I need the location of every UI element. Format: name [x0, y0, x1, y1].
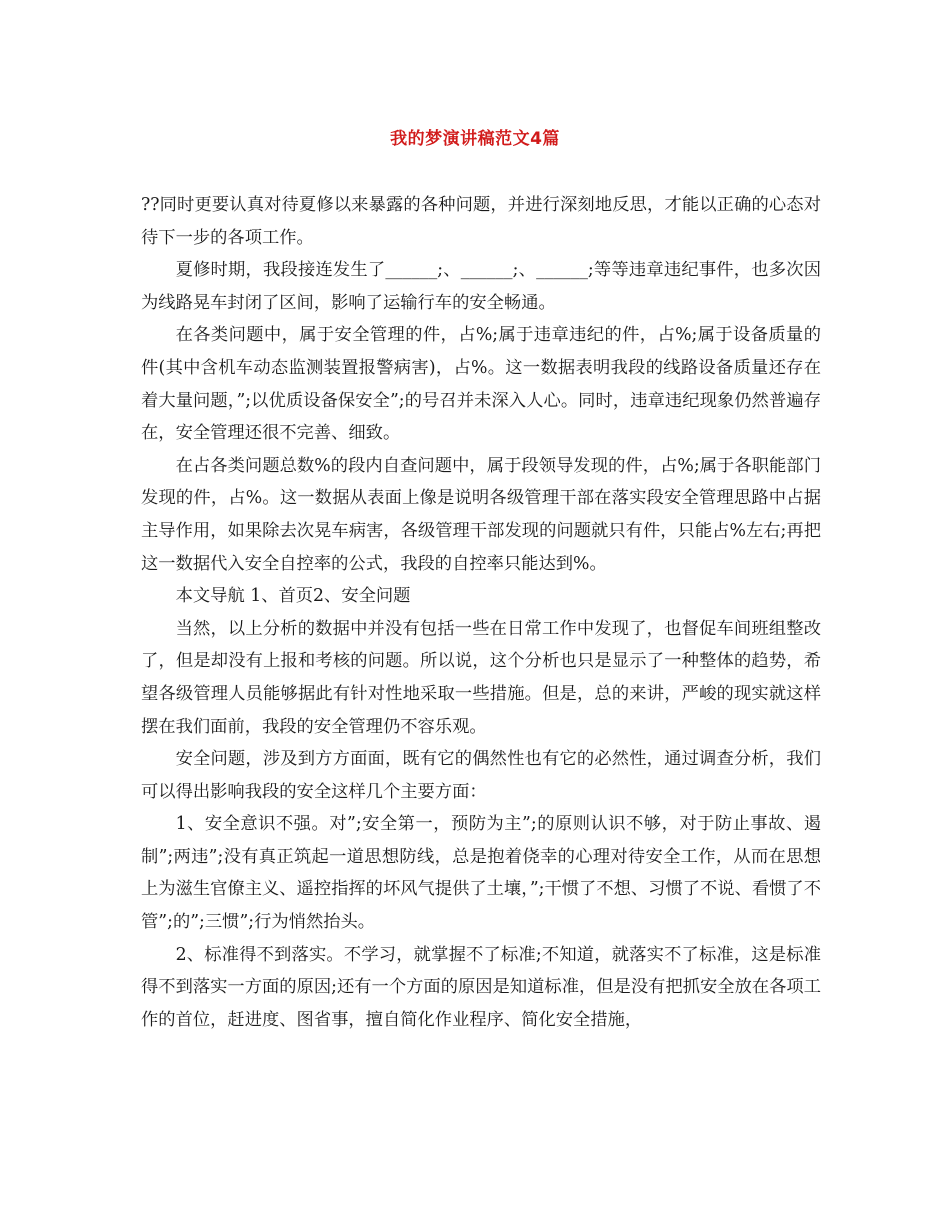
paragraph-5: 当然，以上分析的数据中并没有包括一些在日常工作中发现了，也督促车间班组整改了，但是却没有上报和考核的问题。所以说，这个分析也只是显示了一种整体的趋势，希望各级管理人员能够据此有针对性地采取一些措施。但是，总的来讲，严峻的现实就这样摆在我们面前，我段的安全管理仍不容乐观。: [141, 618, 821, 737]
document-body: [141, 189, 821, 1036]
paragraph-2: 夏修时期，我段接连发生了______;、______;、______;等等违章违纪事件，也多次因为线路晃车封闭了区间，影响了运输行车的安全畅通。: [141, 260, 821, 313]
paragraph-7: 1、安全意识不强。对”;安全第一，预防为主”;的原则认识不够，对于防止事故、遏制”;两违”;没有真正筑起一道思想防线，总是抱着侥幸的心理对待安全工作，从而在思想上为滋生官僚主义、遥控指挥的坏风气提供了土壤，”;干惯了不想、习惯了不说、看惯了不管”;的”;三惯”;行为悄然抬头。: [141, 814, 821, 933]
article-navigation: 本文导航 1、首页2、安全问题: [175, 586, 411, 607]
paragraph-3: 在各类问题中，属于安全管理的件，占%;属于违章违纪的件，占%;属于设备质量的件(其中含机车动态监测装置报警病害)，占%。这一数据表明我段的线路设备质量还存在着大量问题，”;以优质设备保安全”;的号召并未深入人心。同时，违章违纪现象仍然普遍存在，安全管理还很不完善、细致。: [141, 325, 821, 444]
paragraph-6: 安全问题，涉及到方方面面，既有它的偶然性也有它的必然性，通过调查分析，我们可以得出影响我段的安全这样几个主要方面：: [141, 749, 821, 802]
document-title: 我的梦演讲稿范文4篇: [390, 129, 560, 149]
paragraph-8: 2、标准得不到落实。不学习，就掌握不了标准;不知道，就落实不了标准，这是标准得不到落实一方面的原因;还有一个方面的原因是知道标准，但是没有把抓安全放在各项工作的首位，赶进度、图省事，擅自简化作业程序、简化安全措施，: [141, 944, 821, 1030]
paragraph-1: ??同时更要认真对待夏修以来暴露的各种问题，并进行深刻地反思，才能以正确的心态对待下一步的各项工作。: [141, 195, 821, 248]
paragraph-4: 在占各类问题总数%的段内自查问题中，属于段领导发现的件，占%;属于各职能部门发现的件，占%。这一数据从表面上像是说明各级管理干部在落实段安全管理思路中占据主导作用，如果除去次晃车病害，各级管理干部发现的问题就只有件，只能占%左右;再把这一数据代入安全自控率的公式，我段的自控率只能达到%。: [141, 455, 821, 574]
